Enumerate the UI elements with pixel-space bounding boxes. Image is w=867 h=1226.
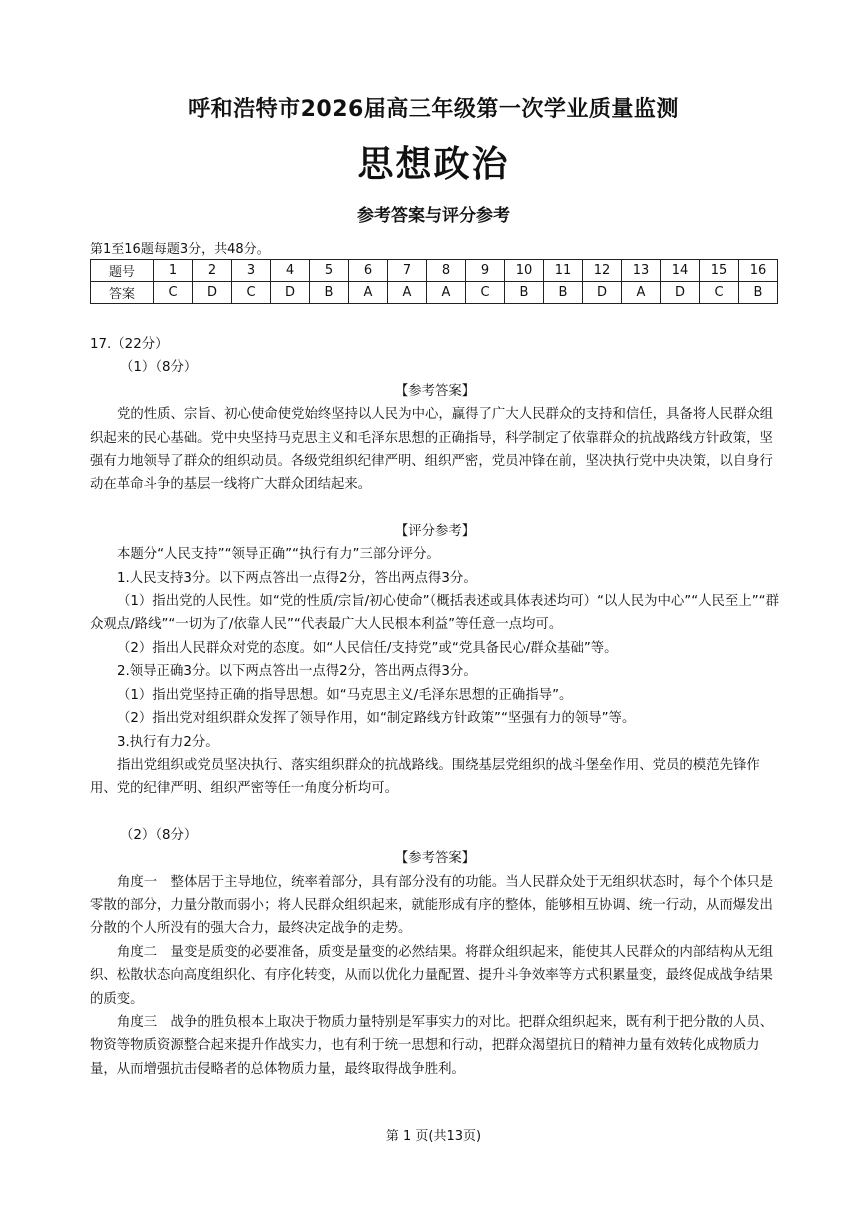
angle-paragraph: 角度二 量变是质变的必要准备，质变是量变的必然结果。将群众组织起来，能使其人民群众的内部结构从无组织、松散状态向高度组织化、有序化转变，从而以优化力量配置、提升斗争效率等方式积累量变，最终促成战争结果的质变。 — [90, 944, 774, 1007]
answer-cell: D — [193, 282, 232, 304]
question-number: 15 — [700, 260, 739, 282]
subject-title: 思想政治 — [357, 144, 510, 185]
scoring-item: 3.执行有力2分。 — [117, 734, 219, 750]
answer-cell: D — [661, 282, 700, 304]
row-label: 答案 — [91, 282, 154, 304]
scoring-item: （1）指出党的人民性。如“党的性质/宗旨/初心使命”（概括表述或具体表述均可）“以人民为中心”“人民至上”“群众观点/路线”“一切为了/依靠人民”“代表最广大人民根本利益”等任意一点均可。 — [90, 594, 779, 633]
question-number: 13 — [622, 260, 661, 282]
scoring-item: （1）指出党坚持正确的指导思想。如“马克思主义/毛泽东思想的正确指导”。 — [117, 687, 573, 703]
answer-cell: A — [349, 282, 388, 304]
row-label: 题号 — [91, 260, 154, 282]
question-number: 10 — [505, 260, 544, 282]
answer-cell: D — [583, 282, 622, 304]
exam-title: 呼和浩特市2026届高三年级第一次学业质量监测 — [188, 97, 679, 122]
question-number: 11 — [544, 260, 583, 282]
part-1-answer-text: 党的性质、宗旨、初心使命使党始终坚持以人民为中心，赢得了广大人民群众的支持和信任，具备将人民群众组织起来的民心基础。党中央坚持马克思主义和毛泽东思想的正确指导，科学制定了依靠群众的抗战路线方针政策，坚强有力地领导了群众的组织动员。各级党组织纪律严明、组织严密，党员冲锋在前，坚决执行党中央决策，以自身行动在革命斗争的基层一线将广大群众团结起来。 — [90, 407, 774, 493]
spacer — [90, 497, 780, 520]
answer-cell: B — [505, 282, 544, 304]
answer-table — [90, 259, 778, 304]
mc-scoring-note: 第1至16题每题3分，共48分。 — [90, 242, 270, 257]
answer-cell: D — [271, 282, 310, 304]
part-2-answer-heading: 【参考答案】 — [394, 851, 476, 867]
question-number: 9 — [466, 260, 505, 282]
question-number-row — [91, 260, 778, 282]
page-footer: 第 1 页(共13页) — [385, 1129, 482, 1144]
answer-cell: C — [700, 282, 739, 304]
question-number: 14 — [661, 260, 700, 282]
answer-row — [91, 282, 778, 304]
scoring-item: （2）指出人民群众对党的态度。如“人民信任/支持党”或“党具备民心/群众基础”等。 — [117, 640, 618, 656]
scoring-item: （2）指出党对组织群众发挥了领导作用，如“制定路线方针政策”“坚强有力的领导”等。 — [117, 711, 636, 727]
angle-paragraph: 角度一 整体居于主导地位，统率着部分，具有部分没有的功能。当人民群众处于无组织状态时，每个个体只是零散的部分，力量分散而弱小；将人民群众组织起来，就能形成有序的整体，能够相互协调、统一行动，从而爆发出分散的个人所没有的强大合力，最终决定战争的走势。 — [90, 874, 774, 937]
answer-cell: A — [388, 282, 427, 304]
part-2-title: （2）（8分） — [120, 827, 198, 843]
question-number: 12 — [583, 260, 622, 282]
question-number: 4 — [271, 260, 310, 282]
answer-cell: A — [427, 282, 466, 304]
scoring-item: 指出党组织或党员坚决执行、落实组织群众的抗战路线。围绕基层党组织的战斗堡垒作用、党员的模范先锋作用、党的纪律严明、组织严密等任一角度分析均可。 — [90, 757, 760, 797]
answer-cell: B — [310, 282, 349, 304]
question-number: 3 — [232, 260, 271, 282]
answer-cell: C — [232, 282, 271, 304]
answer-cell: C — [466, 282, 505, 304]
part-1-title: （1）（8分） — [120, 360, 198, 376]
scoring-item: 2.领导正确3分。以下两点答出一点得2分，答出两点得3分。 — [117, 664, 477, 680]
question-number: 5 — [310, 260, 349, 282]
question-17-title: 17.（22分） — [90, 337, 169, 352]
question-number: 1 — [154, 260, 193, 282]
answer-key-subtitle: 参考答案与评分参考 — [357, 206, 510, 226]
answer-cell: B — [739, 282, 778, 304]
spacer — [90, 801, 780, 824]
question-number: 8 — [427, 260, 466, 282]
question-17-section — [90, 333, 780, 1081]
question-number: 2 — [193, 260, 232, 282]
scoring-item: 1.人民支持3分。以下两点答出一点得2分，答出两点得3分。 — [117, 570, 477, 586]
part-1-scoring-heading: 【评分参考】 — [394, 523, 476, 539]
answer-cell: A — [622, 282, 661, 304]
question-number: 7 — [388, 260, 427, 282]
question-number: 16 — [739, 260, 778, 282]
answer-cell: C — [154, 282, 193, 304]
question-number: 6 — [349, 260, 388, 282]
scoring-item: 本题分“人民支持”“领导正确”“执行有力”三部分评分。 — [117, 547, 440, 563]
angle-paragraph: 角度三 战争的胜负根本上取决于物质力量特别是军事实力的对比。把群众组织起来，既有利于把分散的人员、物资等物质资源整合起来提升作战实力，也有利于统一思想和行动，把群众渴望抗日的精神力量有效转化成物质力量，从而增强抗击侵略者的总体物质力量，最终取得战争胜利。 — [90, 1014, 774, 1077]
part-1-answer-heading: 【参考答案】 — [394, 383, 476, 399]
answer-cell: B — [544, 282, 583, 304]
